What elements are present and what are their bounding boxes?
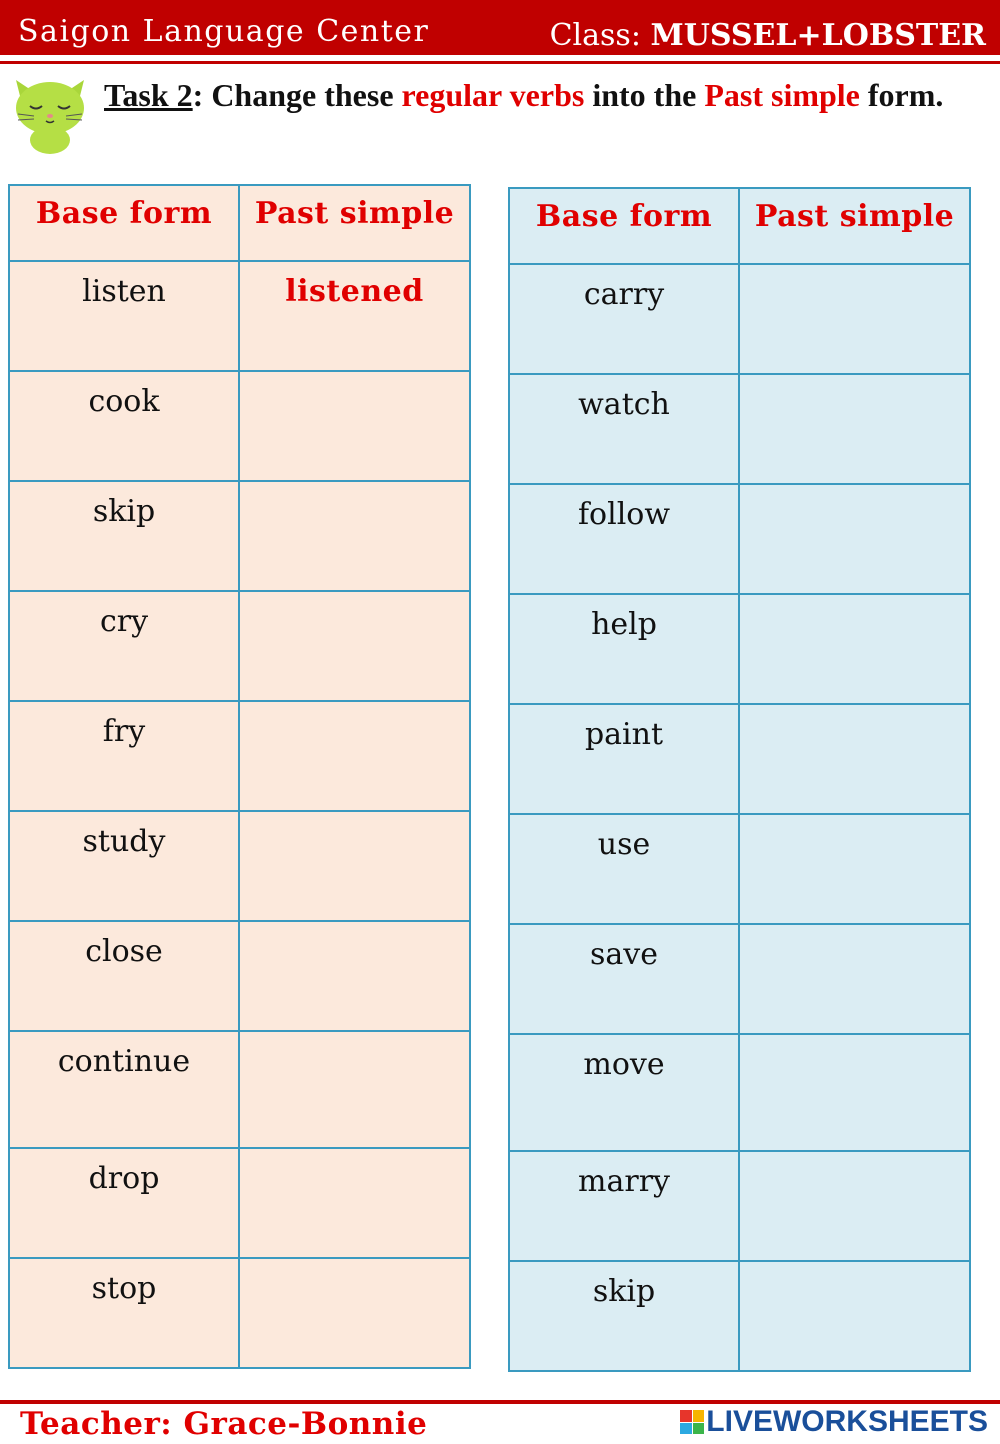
column-header-past-simple: Past simple <box>239 185 470 261</box>
table-row <box>509 924 970 1034</box>
table-row <box>9 481 470 591</box>
past-simple-answer[interactable] <box>239 481 470 591</box>
cat-mascot-icon <box>8 74 92 154</box>
header-bar <box>0 0 1000 55</box>
class-name: MUSSEL+LOBSTER <box>650 18 986 53</box>
base-form-cell: help <box>509 594 739 704</box>
table-row <box>509 1034 970 1151</box>
past-simple-answer[interactable] <box>739 484 970 594</box>
base-form-cell: skip <box>9 481 239 591</box>
past-simple-answer[interactable] <box>739 1151 970 1261</box>
past-simple-answer[interactable] <box>739 1261 970 1371</box>
base-form-cell: skip <box>509 1261 739 1371</box>
liveworksheets-brand <box>680 1405 988 1439</box>
base-form-cell: carry <box>509 264 739 374</box>
table-row <box>509 484 970 594</box>
table-row <box>9 591 470 701</box>
teacher-name: Teacher: Grace-Bonnie <box>20 1406 428 1442</box>
past-simple-answer[interactable] <box>239 1258 470 1368</box>
base-form-cell: follow <box>509 484 739 594</box>
base-form-cell: fry <box>9 701 239 811</box>
table-row <box>509 264 970 374</box>
past-simple-answer[interactable] <box>739 924 970 1034</box>
column-header-base-form: Base form <box>509 188 739 264</box>
task-highlight-regular-verbs: regular verbs <box>401 77 585 113</box>
table-row <box>9 701 470 811</box>
base-form-cell: stop <box>9 1258 239 1368</box>
past-simple-answer[interactable] <box>739 374 970 484</box>
past-simple-answer[interactable] <box>239 1031 470 1148</box>
table-row <box>9 261 470 371</box>
base-form-cell: save <box>509 924 739 1034</box>
base-form-cell: paint <box>509 704 739 814</box>
base-form-cell: listen <box>9 261 239 371</box>
task-text-3: form. <box>867 77 944 113</box>
table-row <box>509 374 970 484</box>
past-simple-answer[interactable] <box>239 701 470 811</box>
table-row <box>9 1031 470 1148</box>
past-simple-answer[interactable]: listened <box>239 261 470 371</box>
past-simple-answer[interactable] <box>739 704 970 814</box>
class-label: Class: <box>549 18 641 53</box>
table-row <box>9 371 470 481</box>
table-header-row <box>9 185 470 261</box>
verb-table-left <box>8 184 471 1369</box>
task-highlight-past-simple: Past simple <box>704 77 860 113</box>
column-header-base-form: Base form <box>9 185 239 261</box>
base-form-cell: study <box>9 811 239 921</box>
base-form-cell: continue <box>9 1031 239 1148</box>
base-form-cell: move <box>509 1034 739 1151</box>
base-form-cell: marry <box>509 1151 739 1261</box>
base-form-cell: cry <box>9 591 239 701</box>
base-form-cell: cook <box>9 371 239 481</box>
table-row <box>9 811 470 921</box>
task-text-2: into the <box>592 77 697 113</box>
base-form-cell: close <box>9 921 239 1031</box>
verb-table-right <box>508 187 971 1372</box>
table-row <box>509 594 970 704</box>
class-info <box>550 18 986 53</box>
base-form-cell: use <box>509 814 739 924</box>
task-instruction <box>104 76 984 115</box>
base-form-cell: drop <box>9 1148 239 1258</box>
past-simple-answer[interactable] <box>239 811 470 921</box>
school-name: Saigon Language Center <box>18 14 430 49</box>
table-row <box>509 1261 970 1371</box>
table-row <box>509 1151 970 1261</box>
table-row <box>9 1148 470 1258</box>
base-form-cell: watch <box>509 374 739 484</box>
past-simple-answer[interactable] <box>239 921 470 1031</box>
past-simple-answer[interactable] <box>739 594 970 704</box>
table-row <box>9 1258 470 1368</box>
liveworksheets-logo-icon <box>680 1410 704 1434</box>
column-header-past-simple: Past simple <box>739 188 970 264</box>
header-divider <box>0 61 1000 64</box>
task-colon: : <box>192 77 204 113</box>
table-header-row <box>509 188 970 264</box>
brand-text: LIVEWORKSHEETS <box>706 1405 988 1438</box>
past-simple-answer[interactable] <box>739 1034 970 1151</box>
task-label: Task 2 <box>104 77 193 113</box>
past-simple-answer[interactable] <box>239 591 470 701</box>
past-simple-answer[interactable] <box>739 264 970 374</box>
footer-divider <box>0 1400 1000 1404</box>
table-row <box>509 704 970 814</box>
past-simple-answer[interactable] <box>739 814 970 924</box>
table-row <box>509 814 970 924</box>
past-simple-answer[interactable] <box>239 371 470 481</box>
table-row <box>9 921 470 1031</box>
task-text-1: Change these <box>211 77 394 113</box>
past-simple-answer[interactable] <box>239 1148 470 1258</box>
